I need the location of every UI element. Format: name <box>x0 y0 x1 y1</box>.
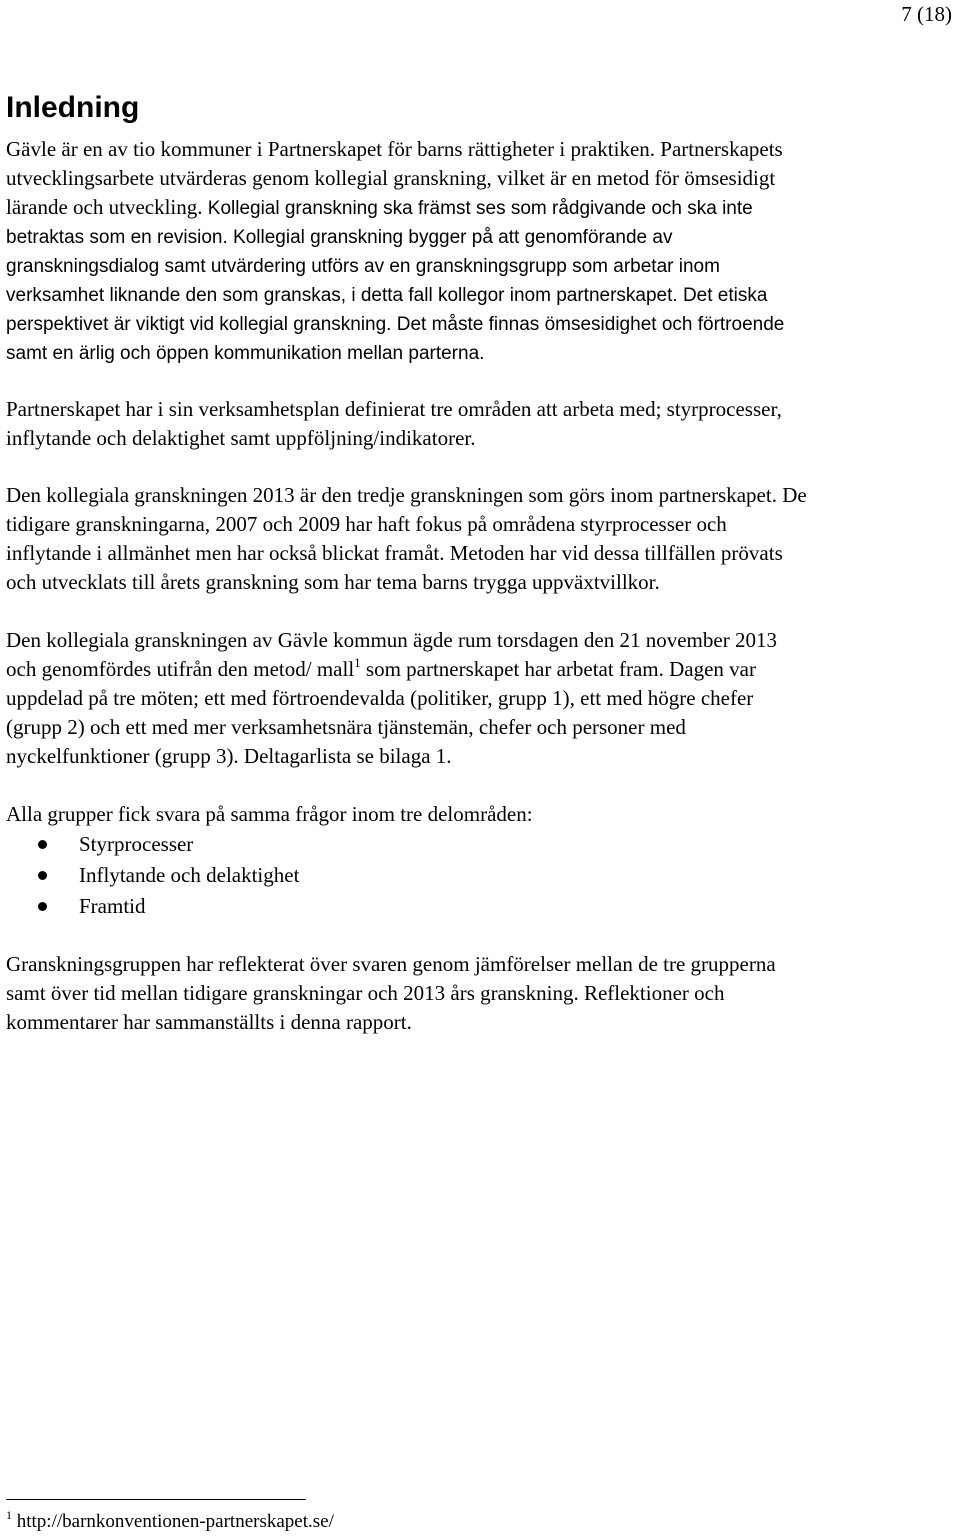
text-line: samt över tid mellan tidigare granskningar och 2013 års granskning. Reflektioner och <box>6 981 725 1005</box>
list-item-label: Styrprocesser <box>79 832 194 856</box>
focus-areas-paragraph <box>6 395 782 453</box>
list-item-label: Inflytande och delaktighet <box>79 863 300 887</box>
text-segment: Kollegial granskning bygger på att genomförande av <box>233 227 673 248</box>
text-line: verksamhet liknande den som granskas, i detta fall kollegor inom partnerskapet. Det etiska <box>6 285 768 306</box>
text-line: Den kollegiala granskningen 2013 är den tredje granskningen som görs inom partnerskapet. De <box>6 483 807 507</box>
section-heading: Inledning <box>6 91 140 124</box>
text-line <box>6 655 777 684</box>
questions-intro-paragraph <box>6 800 533 829</box>
bullet-icon <box>38 902 47 911</box>
footnote-number: 1 <box>6 1508 12 1522</box>
review-day-paragraph <box>6 626 777 771</box>
text-line: perspektivet är viktigt vid kollegial granskning. Det måste finnas ömsesidighet och förtroende <box>6 314 785 335</box>
bullet-icon <box>38 840 47 849</box>
intro-paragraph <box>6 135 784 368</box>
text-line: (grupp 2) och ett med mer verksamhetsnära tjänstemän, chefer och personer med <box>6 715 686 739</box>
text-line: uppdelad på tre möten; ett med förtroendevalda (politiker, grupp 1), ett med högre chefer <box>6 686 754 710</box>
text-line: kommentarer har sammanställts i denna rapport. <box>6 1010 412 1034</box>
text-line: samt en ärlig och öppen kommunikation mellan parterna. <box>6 343 485 364</box>
text-line: och utvecklats till årets granskning som har tema barns trygga uppväxtvillkor. <box>6 570 660 594</box>
text-line <box>6 223 784 252</box>
text-line: Granskningsgruppen har reflekterat över svaren genom jämförelser mellan de tre grupperna <box>6 952 776 976</box>
text-line: nyckelfunktioner (grupp 3). Deltagarlista se bilaga 1. <box>6 744 452 768</box>
text-line: Den kollegiala granskningen av Gävle kommun ägde rum torsdagen den 21 november 2013 <box>6 628 777 652</box>
text-line: granskningsdialog samt utvärdering utförs av en granskningsgrupp som arbetar inom <box>6 256 720 277</box>
text-line: inflytande och delaktighet samt uppföljning/indikatorer. <box>6 426 476 450</box>
text-line: utvecklingsarbete utvärderas genom kollegial granskning, vilket är en metod för ömsesidigt <box>6 166 776 190</box>
text-segment: lärande och utveckling. <box>6 195 208 219</box>
footnote-reference: 1 <box>354 655 361 670</box>
text-line: Alla grupper fick svara på samma frågor inom tre delområden: <box>6 802 533 826</box>
text-segment: och genomfördes utifrån den metod/ mall <box>6 657 355 681</box>
list-item-label: Framtid <box>79 894 146 918</box>
history-paragraph <box>6 481 807 597</box>
text-line: Gävle är en av tio kommuner i Partnerskapet för barns rättigheter i praktiken. Partnerskapets <box>6 137 783 161</box>
page-number: 7 (18) <box>901 2 952 26</box>
text-line: Partnerskapet har i sin verksamhetsplan definierat tre områden att arbeta med; styrprocesser, <box>6 397 782 421</box>
text-line: inflytande i allmänhet men har också blickat framåt. Metoden har vid dessa tillfällen prövats <box>6 541 783 565</box>
text-line <box>6 193 784 223</box>
footnote-link[interactable]: http://barnkonventionen-partnerskapet.se/ <box>12 1511 334 1532</box>
footnote-separator <box>6 1499 306 1500</box>
text-line: tidigare granskningarna, 2007 och 2009 har haft fokus på områdena styrprocesser och <box>6 512 727 536</box>
bullet-icon <box>38 871 47 880</box>
text-segment: betraktas som en revision. <box>6 227 234 248</box>
text-segment: Kollegial granskning ska främst ses som rådgivande och ska inte <box>207 198 753 219</box>
footnote <box>6 1510 334 1534</box>
conclusion-paragraph <box>6 950 776 1037</box>
text-segment: som partnerskapet har arbetat fram. Dagen var <box>360 657 756 681</box>
